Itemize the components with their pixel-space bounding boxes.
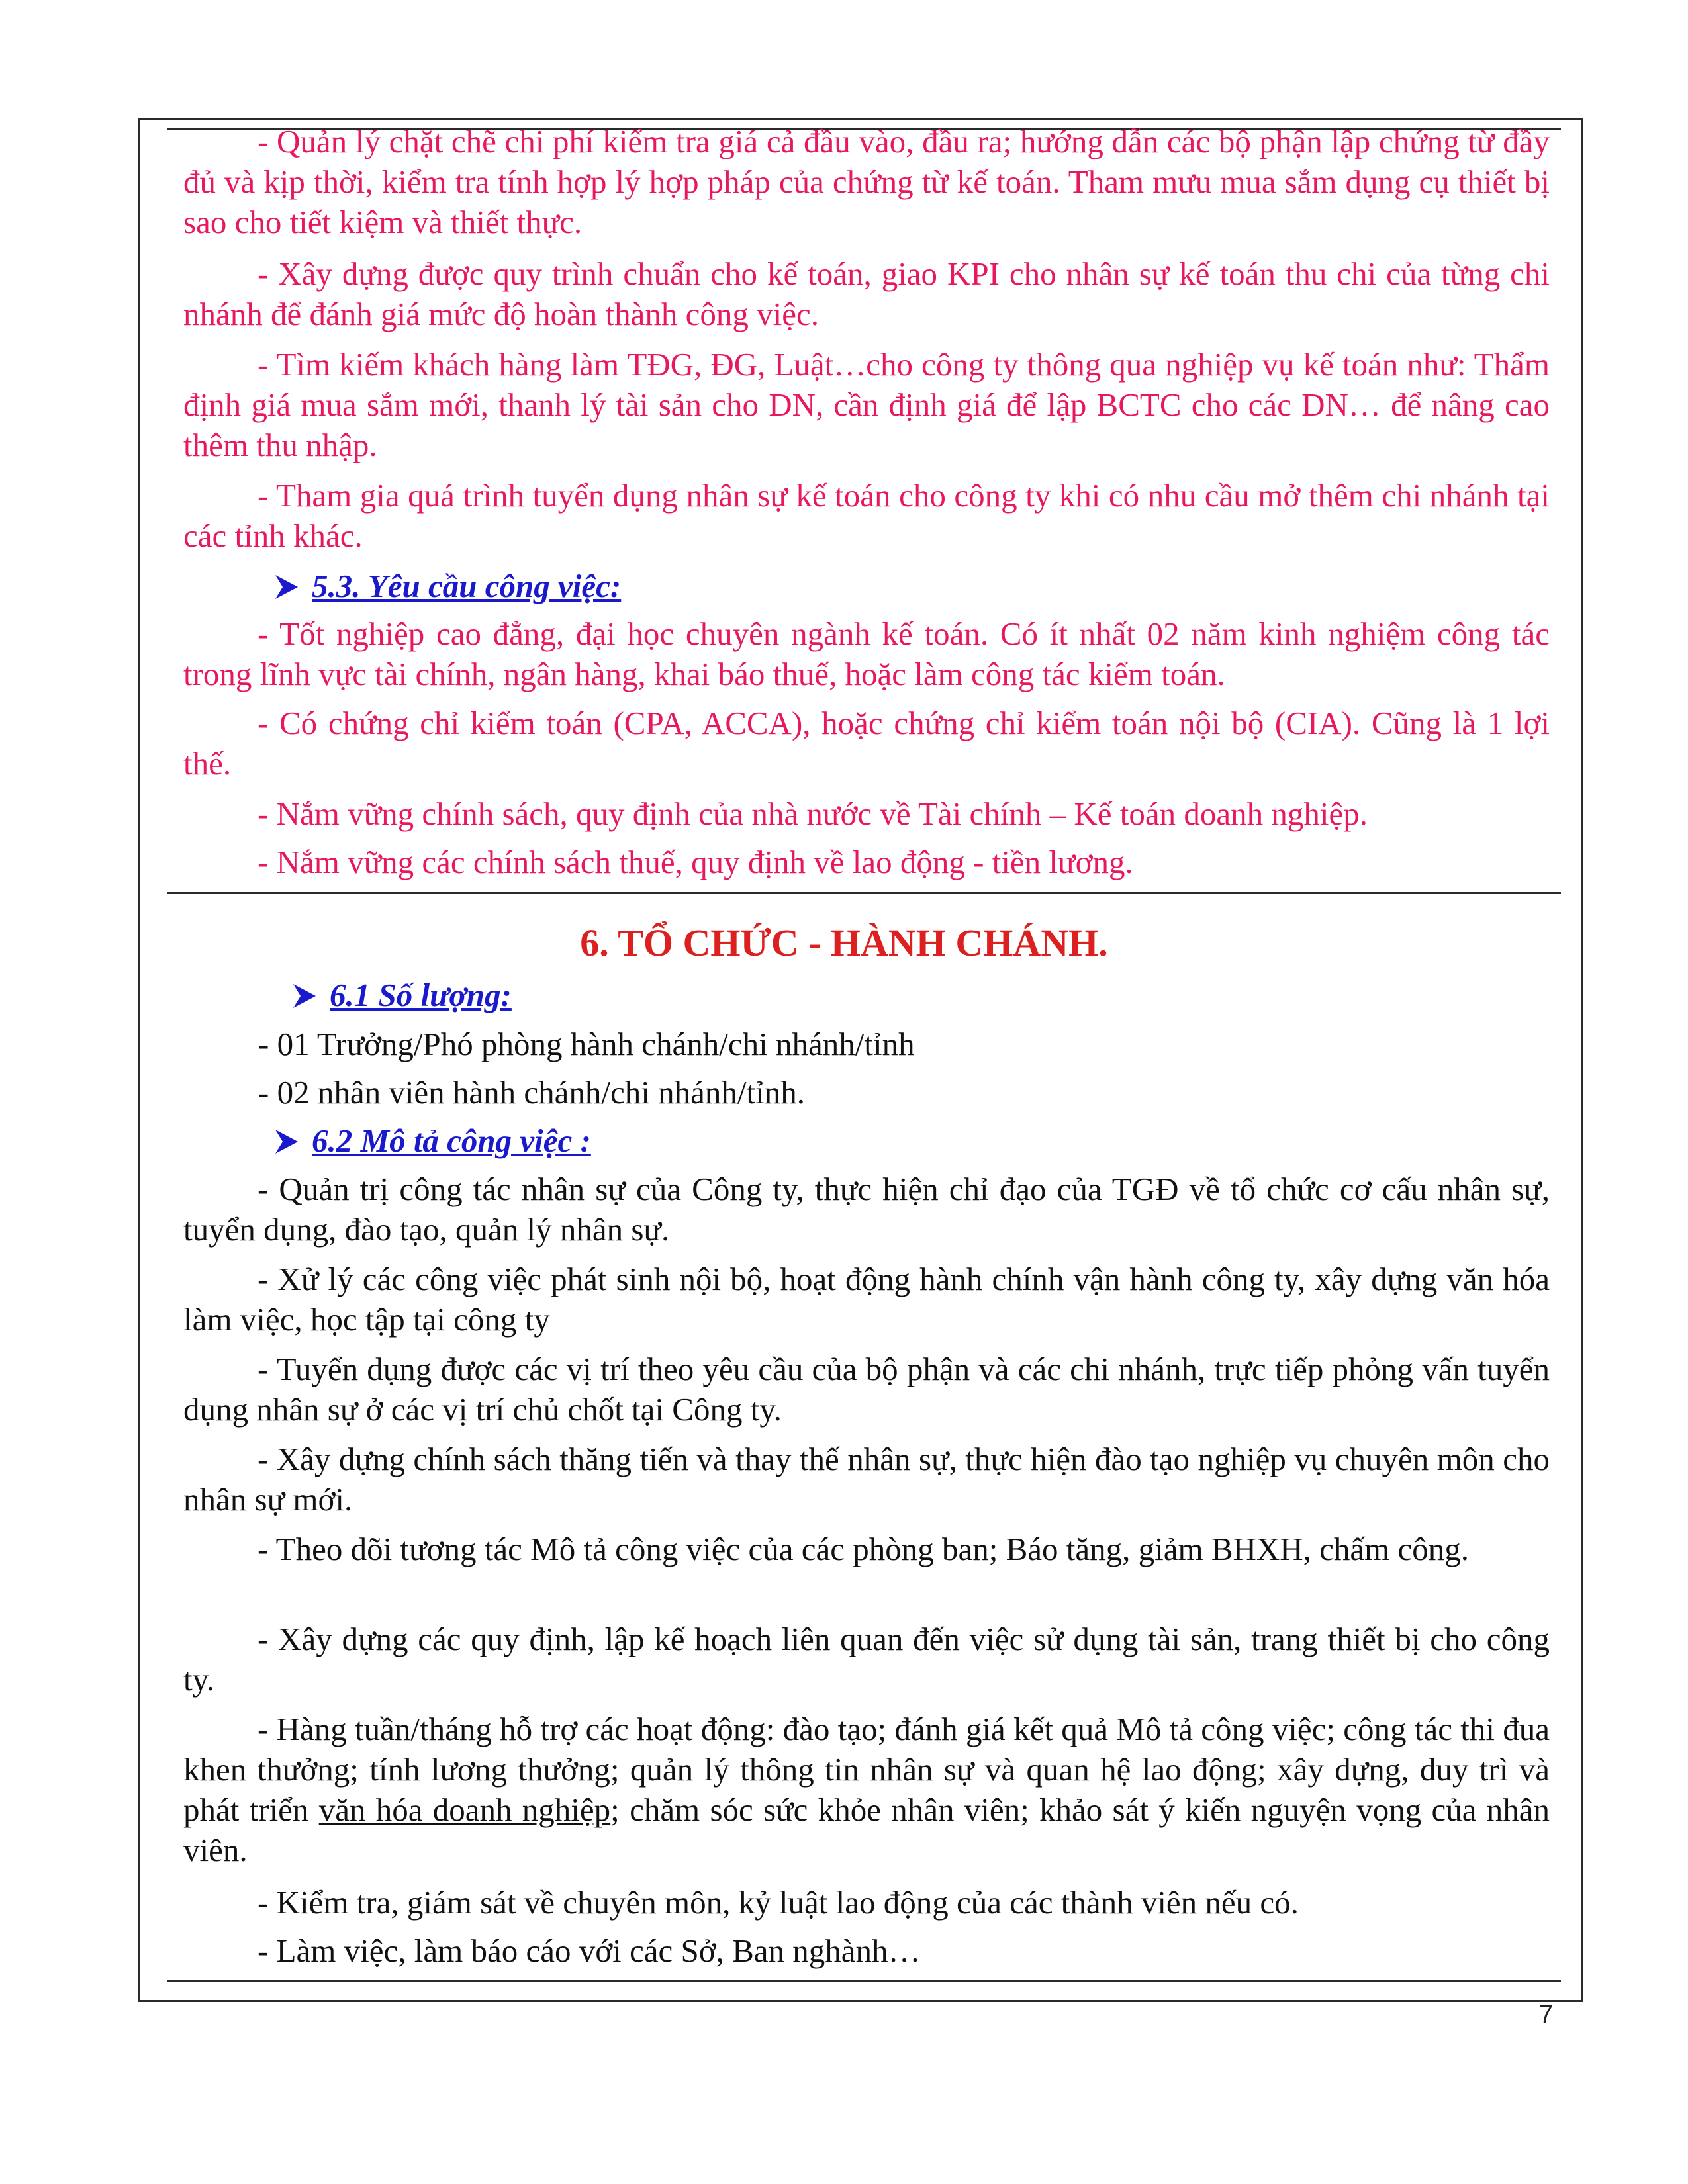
- description-item-1: - Quản trị công tác nhân sự của Công ty, thực hiện chỉ đạo của TGĐ về tổ chức cơ cấu nhân sự, tuyển dụng, đào tạo, quản lý nhân sự.: [183, 1171, 1550, 1248]
- requirement-2: - Có chứng chỉ kiểm toán (CPA, ACCA), hoặc chứng chỉ kiểm toán nội bộ (CIA). Cũng là 1 lợi thế.: [183, 705, 1550, 782]
- requirement-1: - Tốt nghiệp cao đẳng, đại học chuyên ngành kế toán. Có ít nhất 02 năm kinh nghiệm công tác trong lĩnh vực tài chính, ngân hàng, khai báo thuế, hoặc làm công tác kiểm toán.: [183, 615, 1550, 692]
- description-item-weekly: [183, 1709, 1550, 1870]
- requirements-heading-text: 5.3. Yêu cầu công việc:: [312, 568, 622, 604]
- bottom-divider: [167, 1980, 1561, 1982]
- description-item-4: - Xây dựng chính sách thăng tiến và thay thế nhân sự, thực hiện đào tạo nghiệp vụ chuyên môn cho nhân sự mới.: [183, 1441, 1550, 1518]
- description-item-7: - Kiểm tra, giám sát về chuyên môn, kỷ luật lao động của các thành viên nếu có.: [258, 1884, 1299, 1921]
- accounting-task-1: - Quản lý chặt chẽ chi phí kiểm tra giá cả đầu vào, đầu ra; hướng dẫn các bộ phận lập chứng từ đầy đủ và kịp thời, kiểm tra tính hợp lý hợp pháp của chứng từ kế toán. Tham mưu mua sắm dụng cụ thiết bị sao cho tiết kiệm và thiết thực.: [183, 123, 1550, 240]
- accounting-task-2: - Xây dựng được quy trình chuẩn cho kế toán, giao KPI cho nhân sự kế toán thu chi của từng chi nhánh để đánh giá mức độ hoàn thành công việc.: [183, 255, 1550, 332]
- quantity-item-1: - 01 Trưởng/Phó phòng hành chánh/chi nhánh/tỉnh: [258, 1026, 915, 1062]
- requirement-3: - Nắm vững chính sách, quy định của nhà nước về Tài chính – Kế toán doanh nghiệp.: [258, 796, 1368, 832]
- description-item-8: - Làm việc, làm báo cáo với các Sở, Ban nghành…: [258, 1933, 921, 1969]
- requirements-heading: [273, 566, 621, 606]
- section-6-title: 6. TỔ CHỨC - HÀNH CHÁNH.: [580, 921, 1108, 964]
- weekly-text-start: - Hàng tuần/tháng hỗ trợ các hoạt động: đào tạo; đánh giá kết quả Mô tả công việc; công tác thi đua khen thưởng; tính lương thưởng; quản lý thông tin nhân sự và quan hệ lao động; xây dựng, duy trì và phát triển: [183, 1711, 1550, 1828]
- accounting-task-3: - Tìm kiếm khách hàng làm TĐG, ĐG, Luật…cho công ty thông qua nghiệp vụ kế toán như: Thẩm định giá mua sắm mới, thanh lý tài sản cho DN, cần định giá để lập BCTC cho các DN… để nâng cao thêm thu nhập.: [183, 346, 1550, 463]
- arrow-bullet-icon: [273, 573, 300, 601]
- arrow-bullet-icon: [291, 982, 318, 1010]
- description-heading: [273, 1120, 591, 1161]
- quantity-heading-text: 6.1 Số lượng:: [330, 977, 512, 1013]
- description-item-3: - Tuyển dụng được các vị trí theo yêu cầu của bộ phận và các chi nhánh, trực tiếp phỏng vấn tuyển dụng nhân sự ở các vị trí chủ chốt tại Công ty.: [183, 1351, 1550, 1428]
- culture-link[interactable]: văn hóa doanh nghiệp: [318, 1792, 611, 1828]
- requirement-4: - Nắm vững các chính sách thuế, quy định về lao động - tiền lương.: [258, 844, 1133, 880]
- section-divider: [167, 892, 1561, 894]
- quantity-item-2: - 02 nhân viên hành chánh/chi nhánh/tỉnh.: [258, 1074, 805, 1111]
- description-heading-text: 6.2 Mô tả công việc :: [312, 1122, 591, 1159]
- quantity-heading: [291, 975, 512, 1015]
- accounting-task-4: - Tham gia quá trình tuyển dụng nhân sự kế toán cho công ty khi có nhu cầu mở thêm chi nhánh tại các tỉnh khác.: [183, 477, 1550, 554]
- page-number: 7: [1539, 2001, 1554, 2028]
- description-item-2: - Xử lý các công việc phát sinh nội bộ, hoạt động hành chính vận hành công ty, xây dựng văn hóa làm việc, học tập tại công ty: [183, 1261, 1550, 1338]
- description-item-6: - Xây dựng các quy định, lập kế hoạch liên quan đến việc sử dụng tài sản, trang thiết bị cho công ty.: [183, 1621, 1550, 1698]
- description-item-5: - Theo dõi tương tác Mô tả công việc của các phòng ban; Báo tăng, giảm BHXH, chấm công.: [258, 1531, 1470, 1567]
- arrow-bullet-icon: [273, 1128, 300, 1156]
- weekly-text-end: ; chăm sóc sức khỏe nhân viên; khảo sát ý kiến nguyện vọng của nhân viên.: [183, 1792, 1550, 1868]
